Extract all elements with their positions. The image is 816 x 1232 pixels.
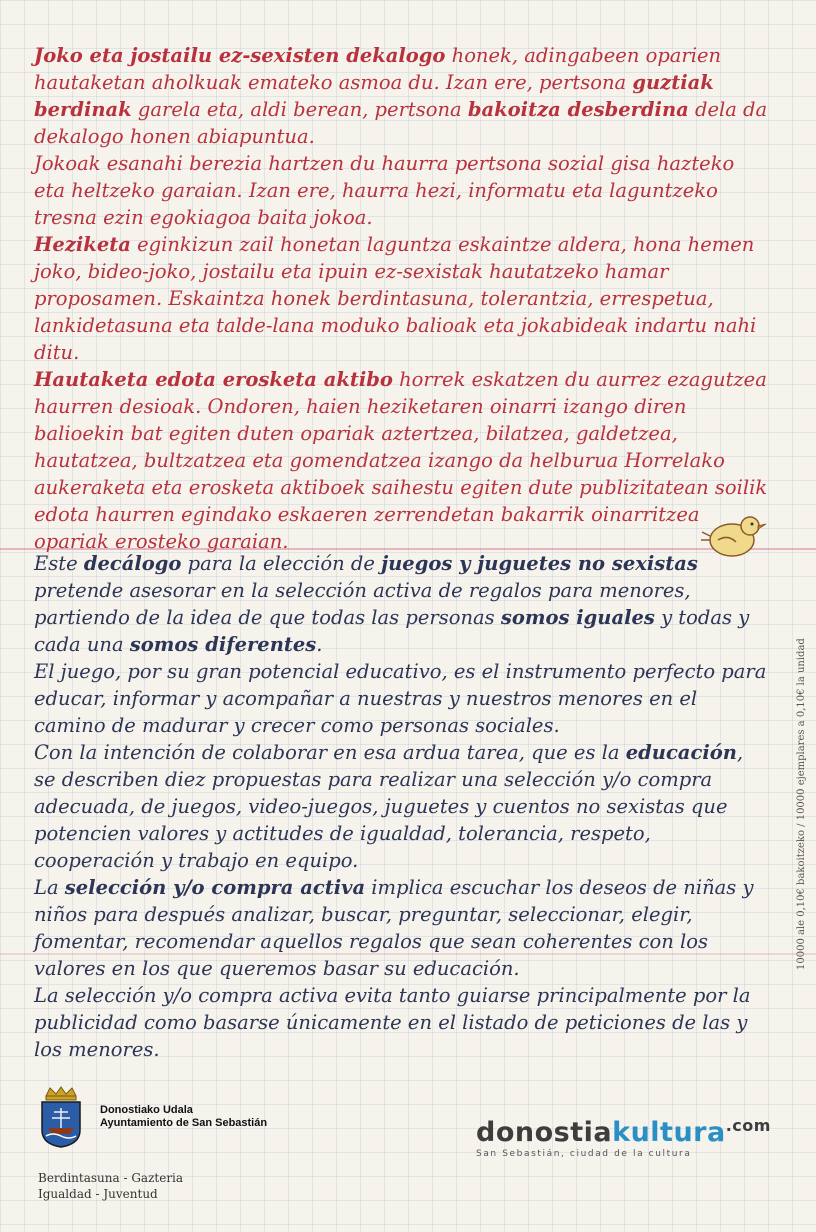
spanish-paragraph: La selección y/o compra activa evita tanto guiarse principalmente por la publicidad como basarse únicamente en el listado de peticiones de las y los menores. [34,984,751,1061]
basque-paragraph [34,42,769,150]
text: pretende asesorar en la selección activa de regalos para menores, partiendo de la idea de que todas las personas [34,579,691,629]
spanish-paragraph: El juego, por su gran potencial educativo, es el instrumento perfecto para educar, informar y acompañar a nuestras y nuestros menores en el camino de madurar y crecer como personas sociales. [34,660,767,737]
text: eginkizun zail honetan laguntza eskaintze aldera, hona hemen joko, bideo-joko, jostailu eta ipuin ez-sexistak hautatzeko hamar proposamen. Eskaintza honek berdintasuna, tolerantzia, errespetua, lankidetasuna eta talde-lana moduko balioak eta jokabideak indartu nahi ditu. [34,233,757,364]
text: . [316,633,323,656]
dept-line: Berdintasuna - Gazteria [38,1171,184,1185]
text: La [34,876,65,899]
emphasis: decálogo [83,552,182,575]
emphasis: somos iguales [500,606,655,629]
print-run-text: 10000 ale 0,10€ bakoitzeko / 10000 ejemplares a 0,10€ la unidad [796,638,807,970]
emphasis: guztiak berdinak [34,71,714,121]
text: honek, adingabeen oparien hautaketan aholkuak emateko asmoa du. Izan ere, pertsona [34,44,722,94]
spanish-paragraph [34,550,769,658]
emphasis: educación [625,741,737,764]
text: Con la intención de colaborar en esa ardua tarea, que es la [34,741,626,764]
department-name [38,1170,183,1202]
text: implica escuchar los deseos de niñas y niños para después analizar, buscar, preguntar, seleccionar, elegir, fomentar, recomendar aquellos regalos que sean coherentes con los valores en los que queremos basar su educación. [34,876,754,980]
emphasis: bakoitza desberdina [467,98,689,121]
dept-line: Igualdad - Juventud [38,1187,158,1201]
text: y todas y cada una [34,606,750,656]
emphasis: Joko eta jostailu ez-sexisten dekalogo [34,44,446,67]
text: , se describen diez propuestas para realizar una selección y/o compra adecuada, de juegos, video-juegos, juguetes y cuentos no sexistas que potencien valores y actitudes de igualdad, tolerancia, respeto, cooperación y trabajo en equipo. [34,741,744,872]
basque-text [34,42,769,555]
org-line: Donostiako Udala [100,1104,193,1116]
org-line: Ayuntamiento de San Sebastián [100,1117,268,1129]
emphasis: Hautaketa edota erosketa aktibo [34,368,393,391]
brand-tagline: San Sebastián, ciudad de la cultura [476,1149,692,1159]
spanish-text [34,550,769,1063]
basque-paragraph: Jokoak esanahi berezia hartzen du haurra pertsona sozial gisa hazteko eta heltzeko garaian. Izan ere, haurra hezi, informatu eta laguntzeko tresna ezin egokiagoa baita jokoa. [34,152,735,229]
brand-domain: .com [725,1116,771,1135]
brand-accent-text: kultura [612,1117,726,1148]
spanish-paragraph [34,739,769,874]
emphasis: selección y/o compra activa [64,876,366,899]
city-crest-icon [38,1086,84,1148]
emphasis: juegos y juguetes no sexistas [381,552,698,575]
text: garela eta, aldi berean, pertsona [131,98,468,121]
basque-paragraph [34,231,769,366]
text: horrek eskatzen du aurrez ezagutzea haurren desioak. Ondoren, haien heziketaren oinarri izango diren balioekin bat egiten duten opariak aztertzea, bilatzea, galdetzea, hautatzea, bultzatzea eta gomendatzea izango da helburua Horrelako aukeraketa eta erosketa aktiboek saihestu egiten dute publizitatean soilik edota haurren egindako eskaeren zerrendetan bakarrik oinarritzea opariak erosteko garaian. [34,368,768,553]
basque-paragraph [34,366,769,555]
emphasis: somos diferentes [129,633,317,656]
donostiakultura-logo [476,1116,771,1148]
emphasis: Heziketa [34,233,131,256]
brand-text: donostia [476,1117,613,1148]
spanish-paragraph [34,874,769,982]
print-run-note [796,590,810,970]
text: dela da dekalogo honen abiapuntua. [34,98,768,148]
city-council-name [100,1104,267,1130]
text: para la elección de [181,552,382,575]
text: Este [34,552,84,575]
